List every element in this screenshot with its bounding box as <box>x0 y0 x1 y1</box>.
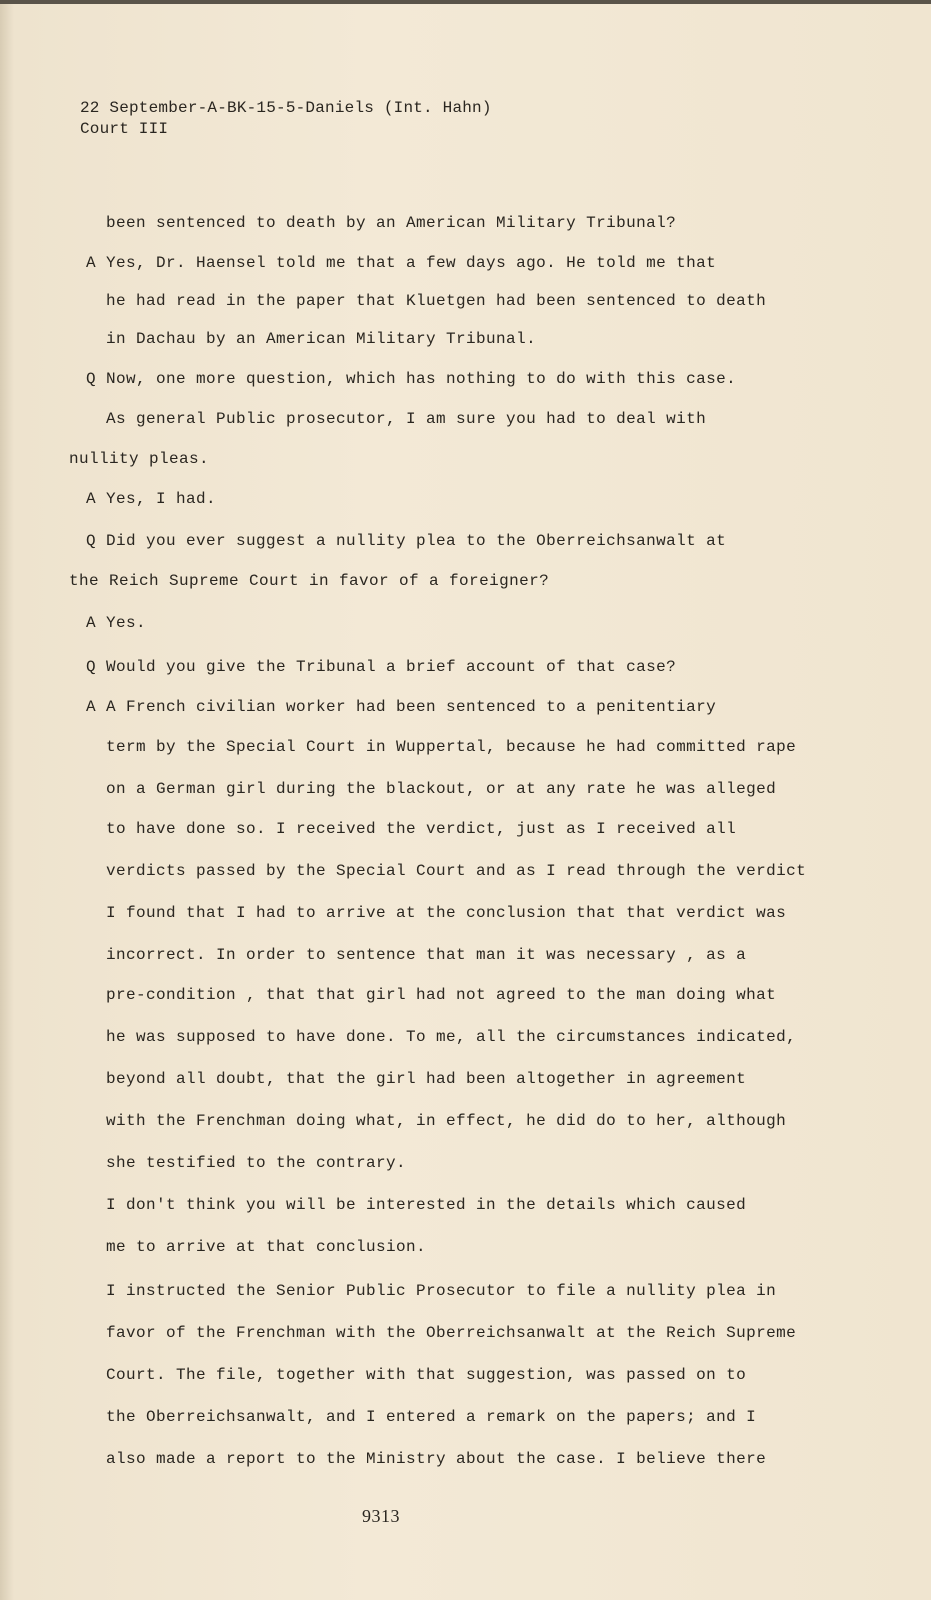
text-line: to have done so. I received the verdict, just as I received all <box>106 820 737 838</box>
text-line: I found that I had to arrive at the conclusion that that verdict was <box>106 904 787 922</box>
text-line: been sentenced to death by an American Military Tribunal? <box>106 214 677 232</box>
text-line: Court. The file, together with that suggestion, was passed on to <box>106 1366 747 1384</box>
text-line: Q Would you give the Tribunal a brief account of that case? <box>86 658 677 676</box>
text-line: favor of the Frenchman with the Oberreichsanwalt at the Reich Supreme <box>106 1324 797 1342</box>
text-line: I instructed the Senior Public Prosecutor to file a nullity plea in <box>106 1282 777 1300</box>
text-line: beyond all doubt, that the girl had been altogether in agreement <box>106 1070 747 1088</box>
page-number: 9313 <box>362 1506 400 1526</box>
header-line-1: 22 September-A-BK-15-5-Daniels (Int. Hahn) <box>80 99 492 117</box>
text-line: verdicts passed by the Special Court and as I read through the verdict <box>106 862 807 880</box>
text-line: on a German girl during the blackout, or at any rate he was alleged <box>106 780 777 798</box>
text-line: A Yes, Dr. Haensel told me that a few days ago. He told me that <box>86 254 717 272</box>
text-line: with the Frenchman doing what, in effect, he did do to her, although <box>106 1112 787 1130</box>
text-line: A Yes. <box>86 614 147 632</box>
text-line: me to arrive at that conclusion. <box>106 1238 427 1256</box>
text-line: also made a report to the Ministry about the case. I believe there <box>106 1450 767 1468</box>
text-line: he had read in the paper that Kluetgen had been sentenced to death <box>106 292 767 310</box>
text-line: term by the Special Court in Wuppertal, because he had committed rape <box>106 738 797 756</box>
text-line: A A French civilian worker had been sentenced to a penitentiary <box>86 698 717 716</box>
text-line: the Reich Supreme Court in favor of a foreigner? <box>69 572 550 590</box>
text-line: Q Now, one more question, which has nothing to do with this case. <box>86 370 737 388</box>
text-line: I don't think you will be interested in the details which caused <box>106 1196 747 1214</box>
text-line: he was supposed to have done. To me, all the circumstances indicated, <box>106 1028 797 1046</box>
text-line: incorrect. In order to sentence that man it was necessary , as a <box>106 946 747 964</box>
text-line: A Yes, I had. <box>86 490 217 508</box>
text-line: pre-condition , that that girl had not agreed to the man doing what <box>106 986 777 1004</box>
document-header <box>80 98 492 140</box>
scan-edge <box>0 0 931 4</box>
text-line: nullity pleas. <box>69 450 210 468</box>
text-line: the Oberreichsanwalt, and I entered a remark on the papers; and I <box>106 1408 757 1426</box>
text-line: in Dachau by an American Military Tribunal. <box>106 330 537 348</box>
header-line-2: Court III <box>80 120 169 138</box>
text-line: she testified to the contrary. <box>106 1154 407 1172</box>
text-line: Q Did you ever suggest a nullity plea to the Oberreichsanwalt at <box>86 532 727 550</box>
text-line: As general Public prosecutor, I am sure you had to deal with <box>106 410 707 428</box>
